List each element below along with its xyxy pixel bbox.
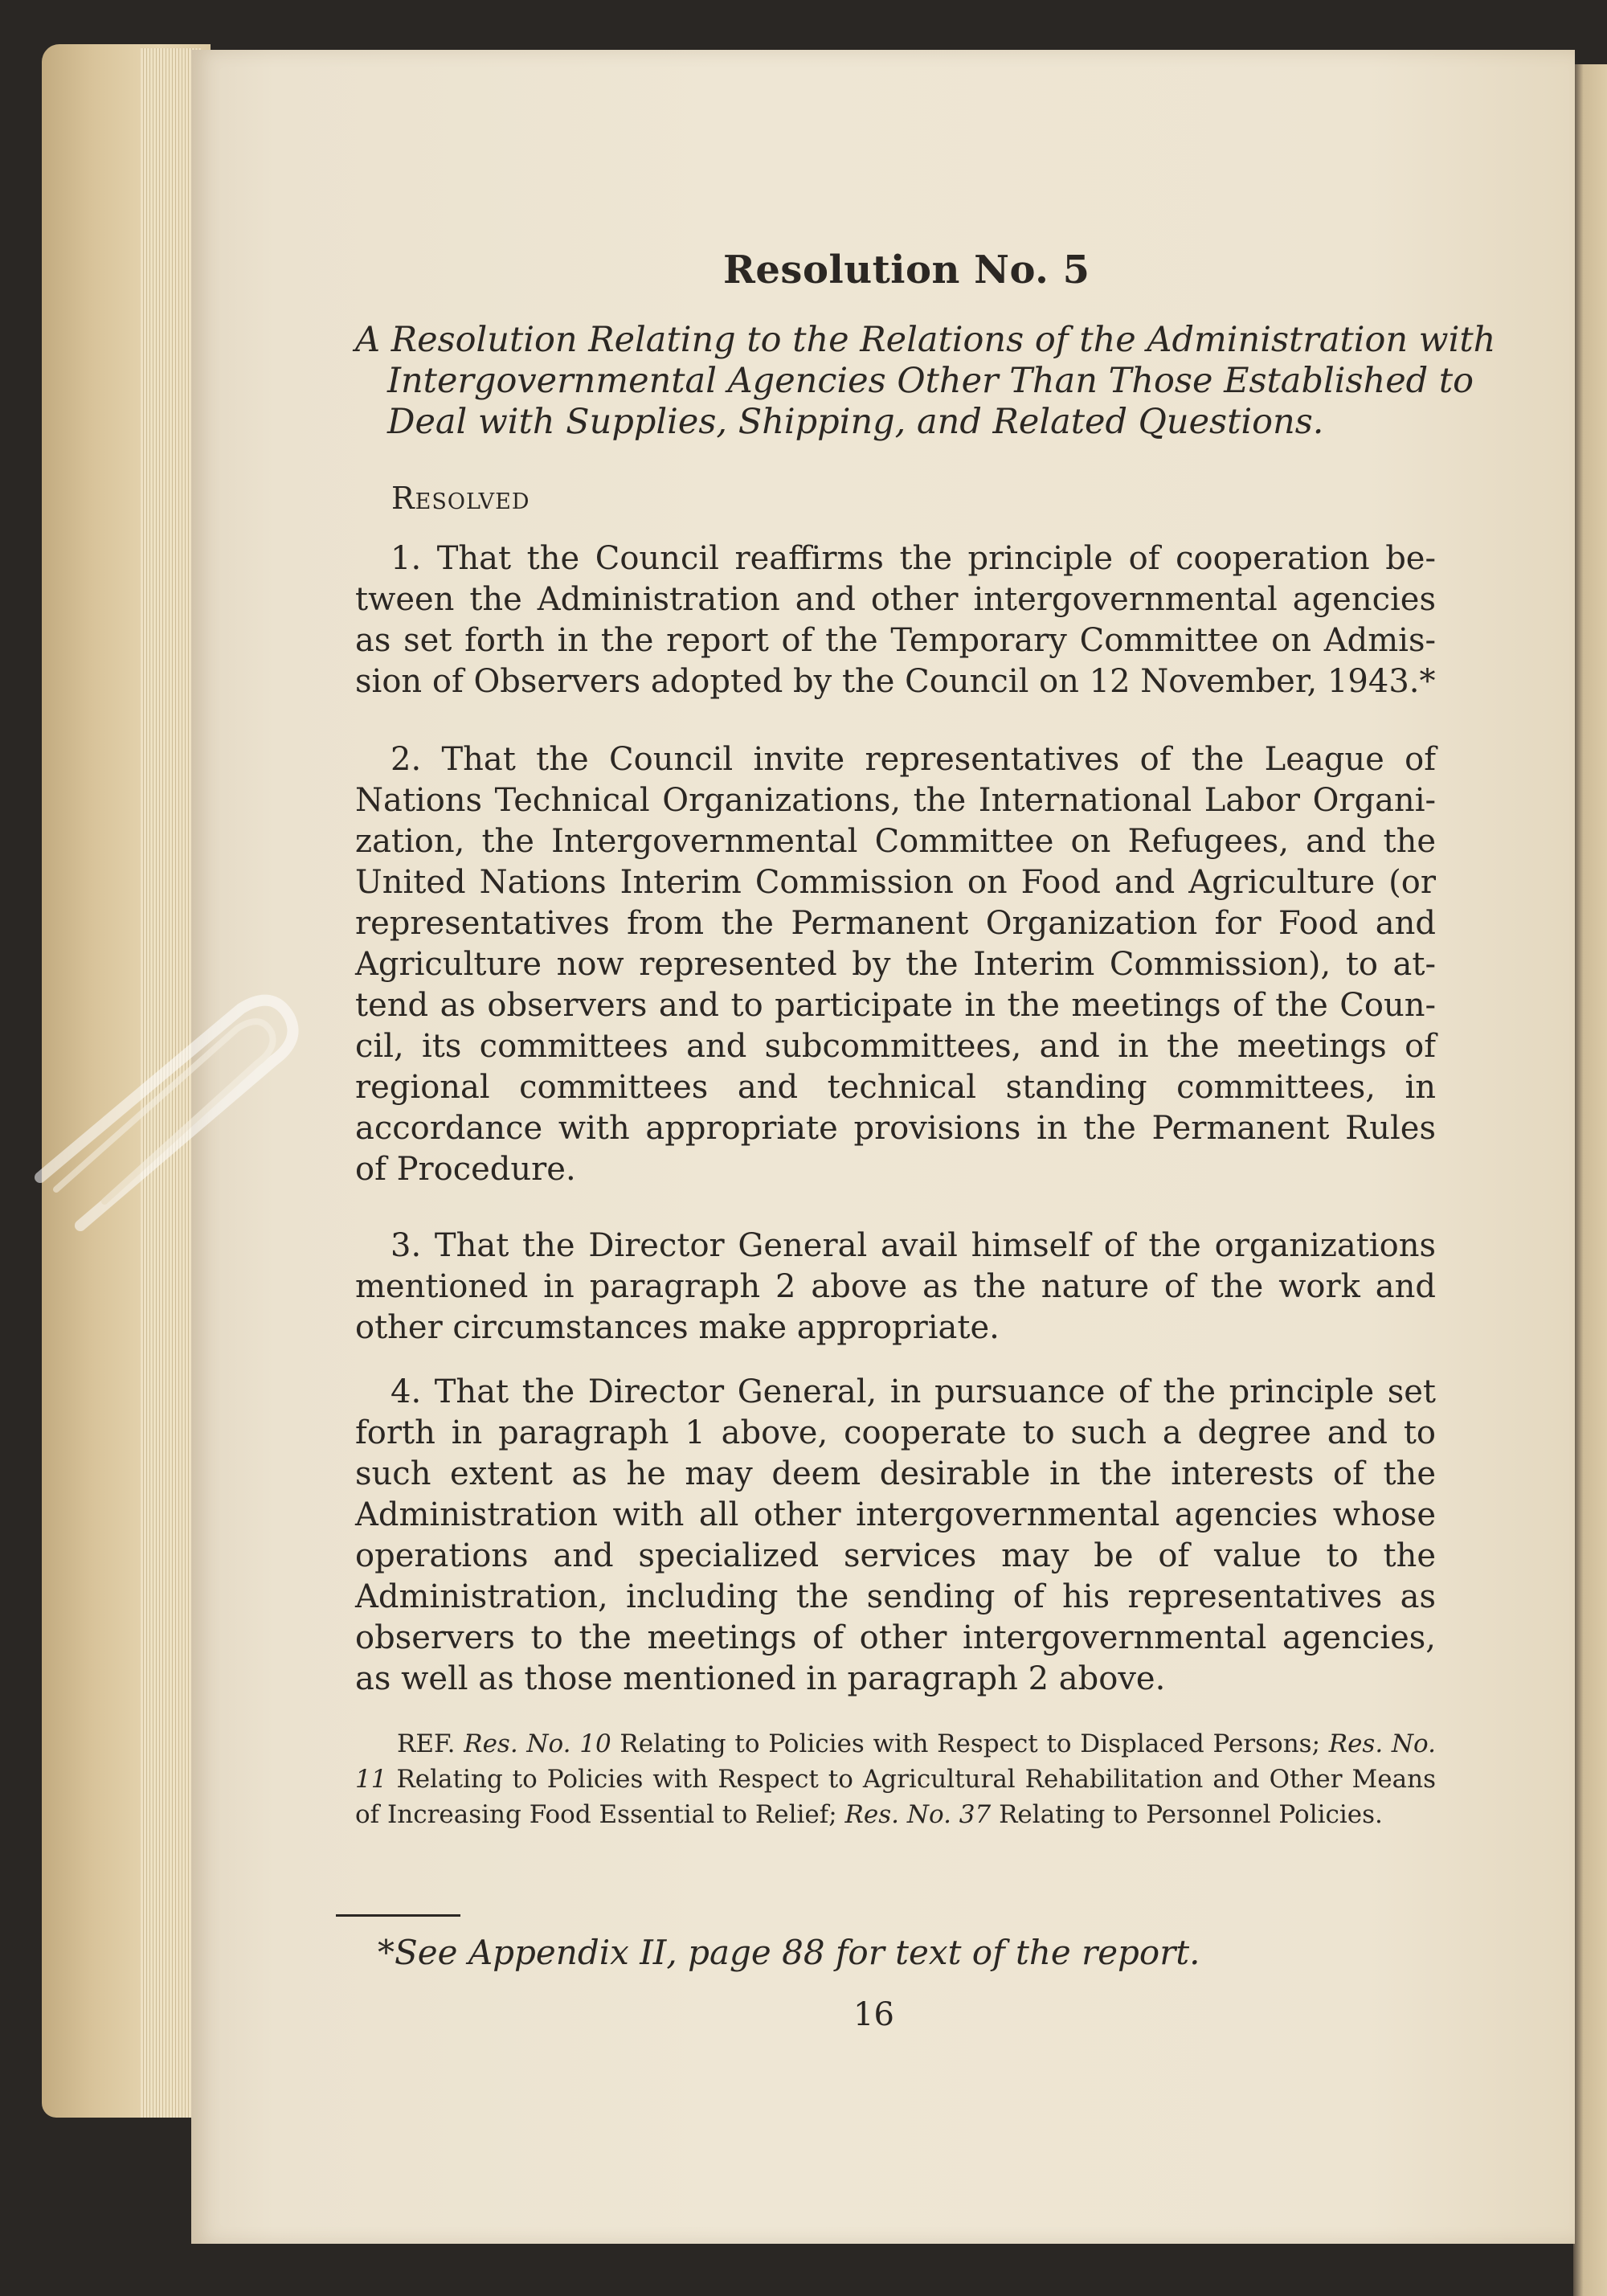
paragraph-text: 2. That the Council invite representatives of the League of Nations Technical Organizations, the International Labor Organization, the Intergovernmental Committee on Refugees, and the United Nations Interim Commission on Food and Agriculture (or representatives from the Permanent Organization for Food and Agriculture now represented by the Interim Commission), to attend as observers and to participate in the meetings of the Council, its committees and subcommittees, and in the meetings of regional committees and technical standing committees, in accordance with appropriate provisions in the Permanent Rules of Procedure.: [355, 741, 1436, 1188]
footnote: *See Appendix II, page 88 for text of the report.: [378, 1933, 1200, 1972]
ref-text-11: Relating to Policies with Respect to Agricultural Rehabilitation and Other Means of Increasing Food Essential to Relief;: [355, 1765, 1436, 1829]
paragraph-text: 3. That the Director General avail himself of the organizations mentioned in paragraph 2 above as the nature of the work and other circumstances make appropriate.: [355, 1227, 1436, 1346]
paragraph-2: [355, 739, 1436, 1190]
resolution-title: Resolution No. 5: [723, 248, 1090, 293]
ref-res-11: Res. No. 11: [355, 1729, 1436, 1794]
paragraph-text: 4. That the Director General, in pursuance of the principle set forth in paragraph 1 above, cooperate to such a degree and to such extent as he may deem desirable in the interests of the Administration with all other intergovernmental agencies whose operations and specialized services may be of value to the Administration, including the sending of his representatives as observers to the meetings of other intergovernmental agencies, as well as those mentioned in paragraph 2 above.: [355, 1373, 1436, 1697]
ref-text-10: Relating to Policies with Respect to Displaced Persons;: [619, 1729, 1321, 1758]
paragraph-text: 1. That the Council reaffirms the principle of cooperation between the Administration and other intergovernmental agencies as set forth in the report of the Temporary Committee on Admission of Observers adopted by the Council on 12 November, 1943.*: [355, 540, 1436, 700]
paragraph-3: [355, 1226, 1436, 1349]
subtitle-line: A Resolution Relating to the Relations of the Administration with: [355, 320, 1496, 360]
resolution-subtitle: [355, 320, 1496, 443]
resolved-label: Resolved: [391, 481, 530, 516]
subtitle-line: Deal with Supplies, Shipping, and Related Questions.: [387, 402, 1324, 442]
ref-res-10: Res. No. 10: [464, 1729, 611, 1758]
paragraph-1: [355, 538, 1436, 702]
ref-res-37: Res. No. 37: [844, 1800, 992, 1829]
subtitle-line: Intergovernmental Agencies Other Than Those Established to: [387, 361, 1474, 401]
paragraph-4: [355, 1372, 1436, 1700]
ref-prefix: REF.: [397, 1729, 456, 1758]
paper-clip-icon: [32, 992, 305, 1234]
footnote-rule: [336, 1914, 460, 1917]
reference-note: [355, 1726, 1436, 1832]
ref-text-37: Relating to Personnel Policies.: [999, 1800, 1383, 1829]
page-number: 16: [853, 1996, 894, 2033]
facing-page-edge: [1573, 64, 1607, 2296]
